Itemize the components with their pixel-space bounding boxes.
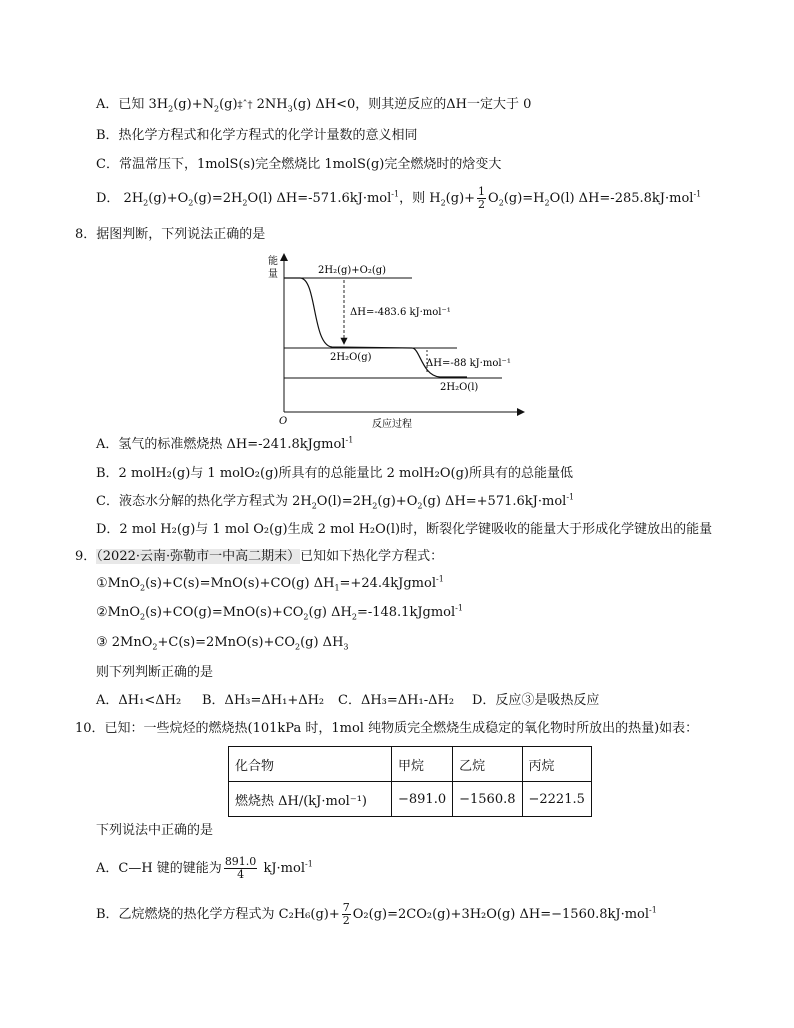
dh1-label: ΔH=-483.6 kJ·mol⁻¹ [350, 307, 451, 318]
fraction-seven-halves: $\frac{7}{2}$ [342, 901, 350, 927]
table-cell: −2221.5 [522, 782, 591, 817]
q7-option-c: C．常温常压下，1molS(s)完全燃烧比 1molS(g)完全燃烧时的焓变大 [96, 157, 502, 172]
q8-option-b: B．2 molH₂(g)与 1 molO₂(g)所具有的总能量比 2 molH₂O(g)所具有的总能量低 [96, 466, 573, 481]
table-cell: −891.0 [392, 782, 453, 817]
table-header: 乙烷 [453, 747, 522, 782]
table-row-label: 燃烧热 ΔH/(kJ·mol⁻¹) [229, 782, 392, 817]
q8-option-a: A．氢气的标准燃烧热 ΔH=-241.8kJgmol$^{-1}$ [96, 435, 354, 452]
table-row [229, 782, 592, 817]
origin-label: O [279, 416, 288, 427]
dh2-label: ΔH=-88 kJ·mol⁻¹ [426, 358, 511, 369]
q8-stem: 8．据图判断，下列说法正确的是 [75, 227, 266, 242]
q9-option-c: C．ΔH₃=ΔH₁-ΔH₂ [338, 693, 455, 708]
low-state-label: 2H₂O(l) [440, 382, 479, 393]
q10-stem: 10．已知：一些烷烃的燃烧热(101kPa 时，1mol 纯物质完全燃烧生成稳定的氧化物时所放出的热量)如表： [75, 721, 699, 736]
mid-state-label: 2H₂O(g) [330, 352, 372, 363]
y-axis-label-2: 量 [268, 269, 278, 280]
fraction-one-half: $\frac{1}{2}$ [478, 185, 486, 211]
energy-diagram [262, 250, 532, 430]
q8-option-c: C．液态水分解的热化学方程式为 $2H_2O(l)=2H_2(g)+O_2(g)$ ΔH=+571.6kJ·mol$^{-1}$ [96, 492, 575, 511]
table-header: 化合物 [229, 747, 392, 782]
top-state-label: 2H₂(g)+O₂(g) [318, 265, 387, 276]
q10-option-b: B．乙烷燃烧的热化学方程式为 C₂H₆(g)+ $\frac{7}{2}$ O₂(g)=2CO₂(g)+3H₂O(g) ΔH=−1560.8kJ·mol$^{-1}$ [96, 901, 657, 927]
q10-option-a: A．C—H 键的键能为 $\frac{891.0}{4}$ kJ·mol$^{-1}$ [96, 855, 313, 881]
y-axis-label-1: 能 [268, 256, 278, 267]
q9-option-d: D．反应③是吸热反应 [472, 693, 600, 708]
q9-equation-3: ③ $2MnO_2+C(s)=2MnO(s)+CO_2(g)$ $\Delta H_3$ [96, 635, 349, 652]
q7-option-d: D． $2H_2(g)+O_2(g)=2H_2O(l)$ ΔH=-571.6kJ·mol$^{-1}$，则 $H_2(g)+$ $\frac{1}{2}$ $O_2(g)=H_2O(l)$ ΔH=-285.8kJ·mol$^{-1}$ [96, 185, 702, 211]
q8-option-d: D．2 mol H₂(g)与 1 mol O₂(g)生成 2 mol H₂O(l)时，断裂化学键吸收的能量大于形成化学键放出的能量 [96, 522, 713, 537]
q9-equation-1: ①MnO$_2$(s)+C(s)=MnO(s)+CO(g) $\Delta H_1=+24.4kJgmol^{-1}$ [96, 574, 444, 593]
source-tag: （2022·云南·弥勒市一中高二期末） [96, 549, 301, 564]
q7-option-a: A．已知 $3H_2(g)+N_2(g)\ddagger ˆ\dagger$ $2NH_3(g)$ ΔH<0，则其逆反应的ΔH一定大于 0 [96, 97, 532, 114]
q9-option-a: A．ΔH₁<ΔH₂ [96, 693, 182, 708]
table-header-row [229, 747, 592, 782]
q9-stem: 9．（2022·云南·弥勒市一中高二期末）已知如下热化学方程式： [75, 549, 444, 564]
q10-correct: 下列说法中正确的是 [96, 823, 214, 838]
x-axis-label: 反应过程 [372, 419, 412, 430]
q9-option-b: B．ΔH₃=ΔH₁+ΔH₂ [202, 693, 325, 708]
q7-option-b: B．热化学方程式和化学方程式的化学计量数的意义相同 [96, 128, 418, 143]
q9-equation-2: $②MnO_2(s)+CO(g)=MnO(s)+CO_2(g)$ $\Delta H_2=-148.1kJgmol^{-1}$ [96, 603, 463, 622]
table-header: 甲烷 [392, 747, 453, 782]
q9-judge: 则下列判断正确的是 [96, 665, 214, 680]
table-cell: −1560.8 [453, 782, 522, 817]
fraction-bond-energy: $\frac{891.0}{4}$ [224, 855, 257, 881]
table-header: 丙烷 [522, 747, 591, 782]
combustion-heat-table [228, 746, 592, 817]
